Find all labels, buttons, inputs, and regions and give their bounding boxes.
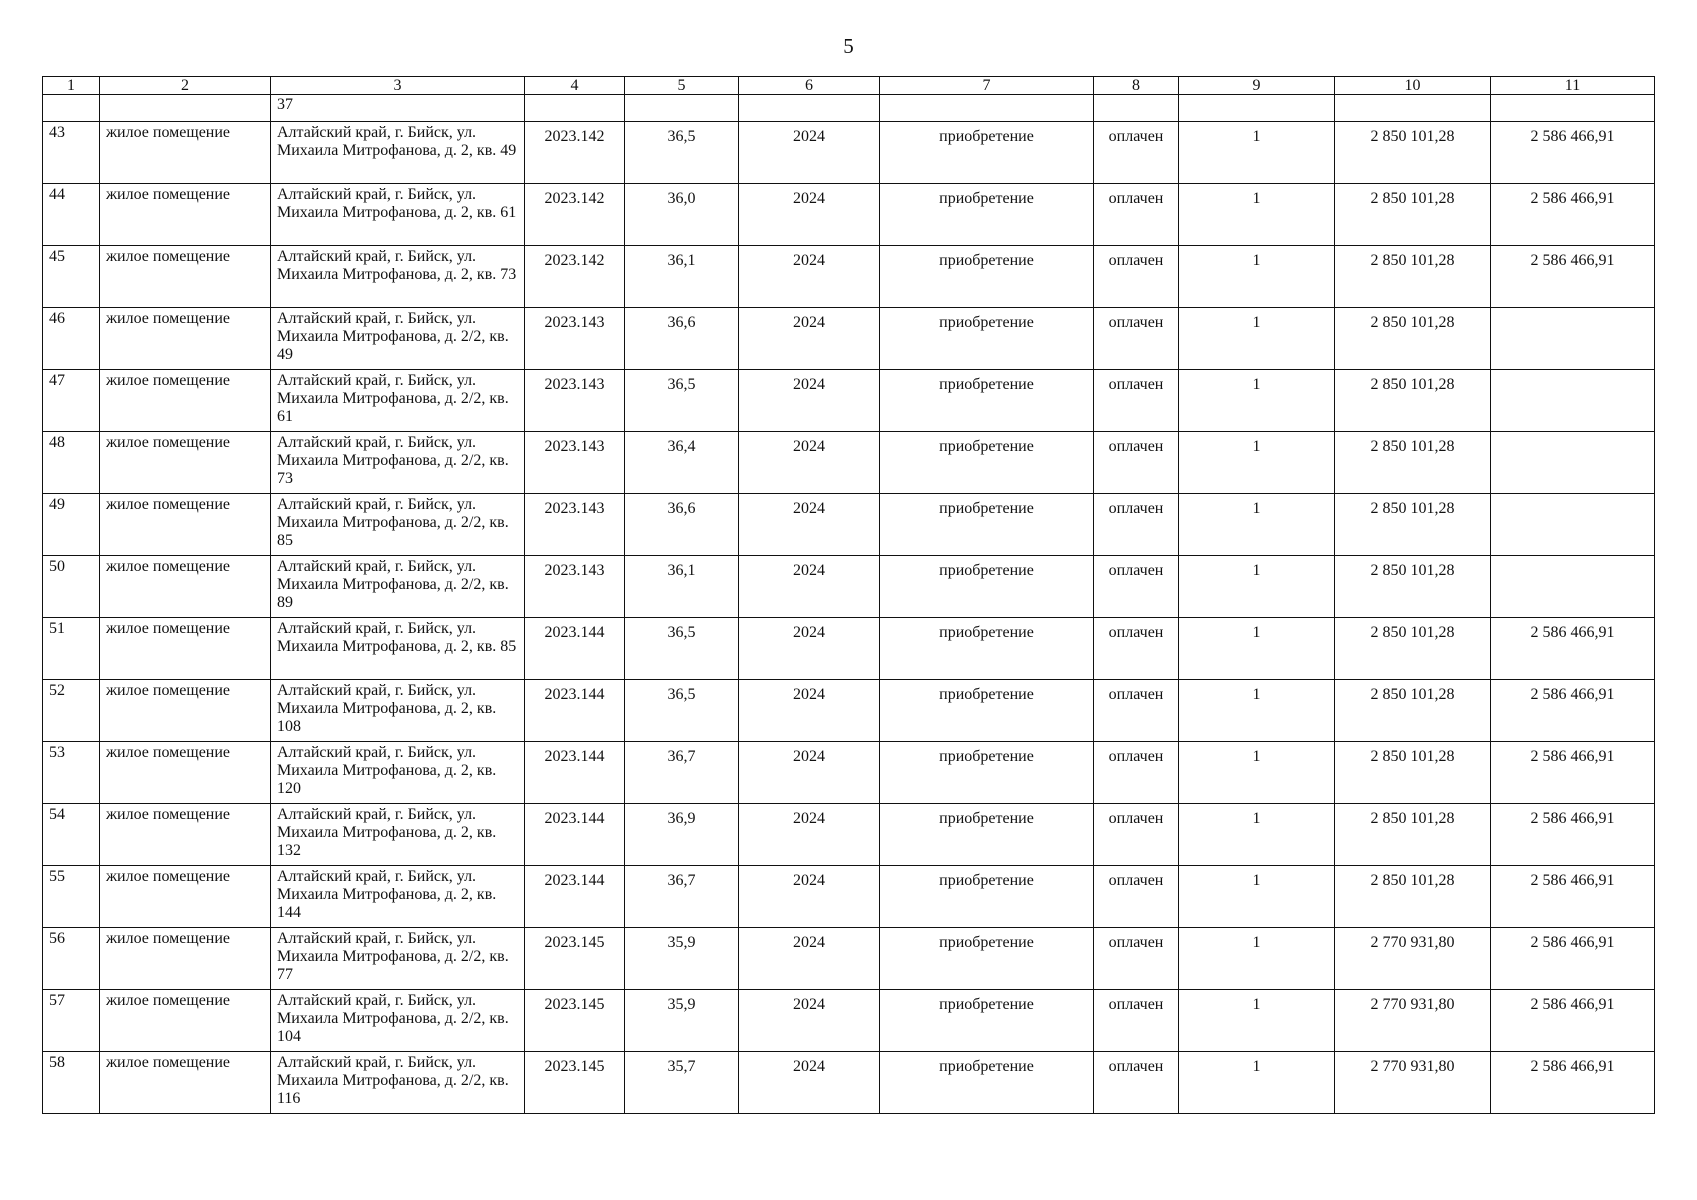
table-cell: 36,0 [625, 184, 739, 246]
table-cell: 1 [1179, 246, 1335, 308]
column-header: 11 [1491, 77, 1655, 95]
table-row [43, 866, 1655, 928]
table-cell [1491, 556, 1655, 618]
table-cell: приобретение [880, 990, 1094, 1052]
table-cell: 2 586 466,91 [1491, 1052, 1655, 1114]
table-cell: 2024 [739, 370, 880, 432]
table-cell: приобретение [880, 742, 1094, 804]
table-cell: Алтайский край, г. Бийск, ул. Михаила Митрофанова, д. 2/2, кв. 104 [271, 990, 525, 1052]
table-cell: оплачен [1094, 680, 1179, 742]
table-cell: 2 850 101,28 [1335, 432, 1491, 494]
table-cell: 2 586 466,91 [1491, 990, 1655, 1052]
table-row [43, 494, 1655, 556]
table-cell: жилое помещение [100, 1052, 271, 1114]
table-cell: 2023.143 [525, 494, 625, 556]
table-cell: 1 [1179, 122, 1335, 184]
column-number-row [43, 77, 1655, 95]
table-cell: оплачен [1094, 370, 1179, 432]
table-cell: жилое помещение [100, 990, 271, 1052]
table-cell: 35,7 [625, 1052, 739, 1114]
table-cell: 2 850 101,28 [1335, 308, 1491, 370]
table-cell: 35,9 [625, 928, 739, 990]
table-cell: оплачен [1094, 246, 1179, 308]
column-header: 10 [1335, 77, 1491, 95]
table-cell: 2 850 101,28 [1335, 866, 1491, 928]
table-cell: 36,5 [625, 680, 739, 742]
table-cell: оплачен [1094, 184, 1179, 246]
table-cell: оплачен [1094, 308, 1179, 370]
table-cell: 2 586 466,91 [1491, 184, 1655, 246]
table-cell: жилое помещение [100, 556, 271, 618]
table-cell: 2024 [739, 990, 880, 1052]
table-cell: Алтайский край, г. Бийск, ул. Михаила Митрофанова, д. 2/2, кв. 77 [271, 928, 525, 990]
table-cell [880, 95, 1094, 122]
table-cell: приобретение [880, 494, 1094, 556]
table-cell: 2024 [739, 494, 880, 556]
table-cell: приобретение [880, 1052, 1094, 1114]
table-cell: 2024 [739, 432, 880, 494]
table-cell: 2 850 101,28 [1335, 804, 1491, 866]
table-cell: жилое помещение [100, 680, 271, 742]
table-cell: 2023.144 [525, 866, 625, 928]
table-cell [1491, 95, 1655, 122]
table-cell: жилое помещение [100, 742, 271, 804]
table-cell: 56 [43, 928, 100, 990]
table-cell: 2023.144 [525, 742, 625, 804]
table-cell: 2 586 466,91 [1491, 742, 1655, 804]
table-cell: 2 770 931,80 [1335, 990, 1491, 1052]
table-cell: 36,5 [625, 618, 739, 680]
table-cell: 2 850 101,28 [1335, 246, 1491, 308]
table-cell: 1 [1179, 556, 1335, 618]
table-cell: приобретение [880, 122, 1094, 184]
table-cell: 2 850 101,28 [1335, 122, 1491, 184]
table-cell [1179, 95, 1335, 122]
table-cell: жилое помещение [100, 866, 271, 928]
table-cell: Алтайский край, г. Бийск, ул. Михаила Митрофанова, д. 2, кв. 144 [271, 866, 525, 928]
table-cell: 47 [43, 370, 100, 432]
table-cell: 1 [1179, 494, 1335, 556]
table-cell: 2023.144 [525, 618, 625, 680]
table-cell: 58 [43, 1052, 100, 1114]
table-cell: приобретение [880, 432, 1094, 494]
table-cell: 1 [1179, 804, 1335, 866]
table-cell: 2 586 466,91 [1491, 680, 1655, 742]
table-cell: жилое помещение [100, 804, 271, 866]
table-cell: оплачен [1094, 618, 1179, 680]
table-cell: 2024 [739, 556, 880, 618]
table-cell [525, 95, 625, 122]
table-cell: 52 [43, 680, 100, 742]
table-cell: 53 [43, 742, 100, 804]
table-cell: 2 850 101,28 [1335, 370, 1491, 432]
table-cell: приобретение [880, 308, 1094, 370]
table-cell: приобретение [880, 680, 1094, 742]
table-cell [1094, 95, 1179, 122]
table-cell: 43 [43, 122, 100, 184]
table-cell [739, 95, 880, 122]
table-cell: приобретение [880, 184, 1094, 246]
table-cell: 1 [1179, 432, 1335, 494]
table-cell: 45 [43, 246, 100, 308]
table-cell: оплачен [1094, 928, 1179, 990]
table-cell: 1 [1179, 680, 1335, 742]
table-cell: приобретение [880, 370, 1094, 432]
table-cell: 1 [1179, 370, 1335, 432]
table-cell: 2 850 101,28 [1335, 680, 1491, 742]
table-cell: оплачен [1094, 742, 1179, 804]
table-cell: Алтайский край, г. Бийск, ул. Михаила Митрофанова, д. 2/2, кв. 85 [271, 494, 525, 556]
table-row [43, 990, 1655, 1052]
table-cell: жилое помещение [100, 370, 271, 432]
table-cell [100, 95, 271, 122]
table-cell: 36,7 [625, 866, 739, 928]
table-cell: 2 586 466,91 [1491, 866, 1655, 928]
table-cell: 1 [1179, 1052, 1335, 1114]
table-cell: 2024 [739, 680, 880, 742]
table-cell: Алтайский край, г. Бийск, ул. Михаила Митрофанова, д. 2, кв. 61 [271, 184, 525, 246]
table-row [43, 804, 1655, 866]
table-cell: Алтайский край, г. Бийск, ул. Михаила Митрофанова, д. 2, кв. 73 [271, 246, 525, 308]
table-cell: 2023.145 [525, 928, 625, 990]
table-cell: жилое помещение [100, 494, 271, 556]
table-row [43, 742, 1655, 804]
table-cell: 2024 [739, 308, 880, 370]
table-cell: оплачен [1094, 866, 1179, 928]
table-row [43, 928, 1655, 990]
table-cell: Алтайский край, г. Бийск, ул. Михаила Митрофанова, д. 2/2, кв. 73 [271, 432, 525, 494]
table-row [43, 370, 1655, 432]
table-cell: 2 850 101,28 [1335, 184, 1491, 246]
table-cell: 2023.143 [525, 432, 625, 494]
table-cell [1491, 432, 1655, 494]
column-header: 4 [525, 77, 625, 95]
table-cell: 1 [1179, 184, 1335, 246]
table-cell: 54 [43, 804, 100, 866]
table-cell: 1 [1179, 990, 1335, 1052]
table-cell: 2024 [739, 742, 880, 804]
table-cell: оплачен [1094, 990, 1179, 1052]
table-cell: 2023.144 [525, 804, 625, 866]
table-cell: 36,9 [625, 804, 739, 866]
table-cell [1491, 308, 1655, 370]
table-cell: 36,5 [625, 122, 739, 184]
table-row [43, 184, 1655, 246]
table-cell: 36,7 [625, 742, 739, 804]
table-cell [1335, 95, 1491, 122]
table-cell: Алтайский край, г. Бийск, ул. Михаила Митрофанова, д. 2/2, кв. 49 [271, 308, 525, 370]
table-cell: 2 850 101,28 [1335, 494, 1491, 556]
table-cell: 2024 [739, 1052, 880, 1114]
table-cell: 2024 [739, 246, 880, 308]
table-cell: 57 [43, 990, 100, 1052]
table-cell: оплачен [1094, 804, 1179, 866]
column-header: 7 [880, 77, 1094, 95]
column-header: 3 [271, 77, 525, 95]
table-cell: Алтайский край, г. Бийск, ул. Михаила Митрофанова, д. 2, кв. 120 [271, 742, 525, 804]
table-cell: 1 [1179, 308, 1335, 370]
column-header: 2 [100, 77, 271, 95]
table-cell: 36,1 [625, 246, 739, 308]
table-cell: оплачен [1094, 122, 1179, 184]
table-row [43, 432, 1655, 494]
table-cell: приобретение [880, 618, 1094, 680]
table-cell: жилое помещение [100, 618, 271, 680]
table-cell: 2024 [739, 618, 880, 680]
table-cell: 2023.143 [525, 308, 625, 370]
table-cell: жилое помещение [100, 308, 271, 370]
column-header: 5 [625, 77, 739, 95]
table-cell: 36,5 [625, 370, 739, 432]
table-cell: 1 [1179, 742, 1335, 804]
column-header: 1 [43, 77, 100, 95]
column-header: 6 [739, 77, 880, 95]
table-cell: 2024 [739, 804, 880, 866]
table-cell: Алтайский край, г. Бийск, ул. Михаила Митрофанова, д. 2, кв. 132 [271, 804, 525, 866]
table-cell: 36,4 [625, 432, 739, 494]
table-cell: приобретение [880, 804, 1094, 866]
table-row [43, 680, 1655, 742]
table-row [43, 556, 1655, 618]
table-cell: 36,6 [625, 494, 739, 556]
column-header: 8 [1094, 77, 1179, 95]
table-cell: 2023.144 [525, 680, 625, 742]
table-cell: 1 [1179, 866, 1335, 928]
table-cell: 44 [43, 184, 100, 246]
table-row [43, 246, 1655, 308]
table-cell: 2023.142 [525, 184, 625, 246]
table-cell: 2 850 101,28 [1335, 556, 1491, 618]
table-cell: 46 [43, 308, 100, 370]
table-cell: 37 [271, 95, 525, 122]
table-cell: 50 [43, 556, 100, 618]
table-cell: Алтайский край, г. Бийск, ул. Михаила Митрофанова, д. 2/2, кв. 116 [271, 1052, 525, 1114]
table-cell: приобретение [880, 866, 1094, 928]
table-cell: Алтайский край, г. Бийск, ул. Михаила Митрофанова, д. 2, кв. 49 [271, 122, 525, 184]
table-cell: оплачен [1094, 494, 1179, 556]
table-cell: 2023.143 [525, 556, 625, 618]
table-cell [43, 95, 100, 122]
table-cell [1491, 494, 1655, 556]
table-cell: жилое помещение [100, 122, 271, 184]
table-cell: 35,9 [625, 990, 739, 1052]
table-cell: Алтайский край, г. Бийск, ул. Михаила Митрофанова, д. 2/2, кв. 61 [271, 370, 525, 432]
table-cell: жилое помещение [100, 246, 271, 308]
table-cell: 55 [43, 866, 100, 928]
table-cell: жилое помещение [100, 928, 271, 990]
table-cell: 2023.142 [525, 122, 625, 184]
table-cell: 2023.145 [525, 1052, 625, 1114]
continuation-row [43, 95, 1655, 122]
table-cell: оплачен [1094, 432, 1179, 494]
table-cell: 2024 [739, 928, 880, 990]
table-cell [625, 95, 739, 122]
register-table [42, 76, 1655, 1114]
table-cell: 2023.143 [525, 370, 625, 432]
table-cell: Алтайский край, г. Бийск, ул. Михаила Митрофанова, д. 2, кв. 85 [271, 618, 525, 680]
table-cell: оплачен [1094, 1052, 1179, 1114]
table-cell: жилое помещение [100, 432, 271, 494]
table-row [43, 122, 1655, 184]
table-cell: 51 [43, 618, 100, 680]
table-row [43, 308, 1655, 370]
table-row [43, 618, 1655, 680]
table-cell: 2 770 931,80 [1335, 1052, 1491, 1114]
table-cell: приобретение [880, 556, 1094, 618]
table-cell: 2 850 101,28 [1335, 618, 1491, 680]
table-cell: 36,1 [625, 556, 739, 618]
table-row [43, 1052, 1655, 1114]
table-cell: 1 [1179, 928, 1335, 990]
table-cell: Алтайский край, г. Бийск, ул. Михаила Митрофанова, д. 2, кв. 108 [271, 680, 525, 742]
table-cell: 2 586 466,91 [1491, 618, 1655, 680]
page-number: 5 [843, 34, 854, 58]
table-cell: 2 586 466,91 [1491, 928, 1655, 990]
table-cell: 1 [1179, 618, 1335, 680]
table-cell: приобретение [880, 928, 1094, 990]
table-cell: оплачен [1094, 556, 1179, 618]
table-cell: 2 586 466,91 [1491, 246, 1655, 308]
table-cell: приобретение [880, 246, 1094, 308]
table-cell: жилое помещение [100, 184, 271, 246]
table-cell: 2 586 466,91 [1491, 122, 1655, 184]
table-cell: 2 850 101,28 [1335, 742, 1491, 804]
table-cell: 49 [43, 494, 100, 556]
table-cell: Алтайский край, г. Бийск, ул. Михаила Митрофанова, д. 2/2, кв. 89 [271, 556, 525, 618]
table-cell: 2024 [739, 122, 880, 184]
table-cell: 2023.142 [525, 246, 625, 308]
table-cell: 2023.145 [525, 990, 625, 1052]
table-cell: 36,6 [625, 308, 739, 370]
table-cell: 2 770 931,80 [1335, 928, 1491, 990]
table-cell: 2024 [739, 866, 880, 928]
column-header: 9 [1179, 77, 1335, 95]
table-cell [1491, 370, 1655, 432]
table-cell: 48 [43, 432, 100, 494]
table-cell: 2 586 466,91 [1491, 804, 1655, 866]
table-cell: 2024 [739, 184, 880, 246]
